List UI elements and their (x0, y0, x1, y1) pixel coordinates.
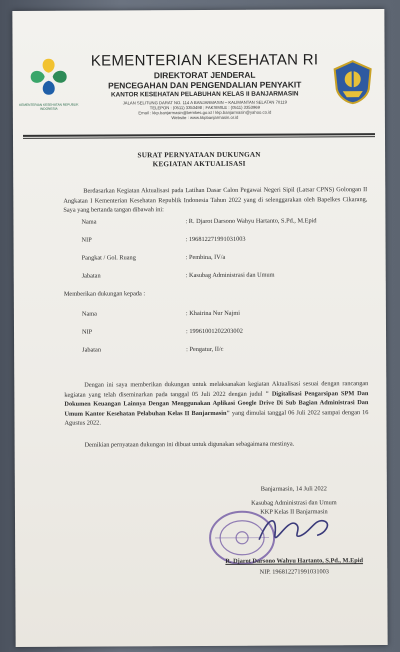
signer-position-label: Jabatan (81, 272, 101, 280)
signer-nip-label: NIP (81, 236, 92, 244)
signer-name-label: Nama (81, 218, 97, 226)
document-subtitle: KEGIATAN AKTUALISASI (152, 159, 246, 169)
directorate-name: DIREKTORAT JENDERAL (153, 69, 256, 81)
division-name: PENCEGAHAN DAN PENGENDALIAN PENYAKIT (108, 79, 302, 91)
signer-position: : Kasubag Administrasi dan Umum (185, 271, 275, 280)
recipient-position: : Pengatur, II/c (186, 345, 224, 354)
document-title: SURAT PERNYATAAN DUKUNGAN (137, 150, 261, 160)
place-date: Banjarmasin, 14 Juli 2022 (260, 485, 327, 493)
logo-caption: KEMENTERIAN KESEHATAN REPUBLIK INDONESIA (19, 102, 79, 111)
handwritten-signature-icon (255, 509, 335, 549)
signer-office: KKP Kelas II Banjarmasin (260, 508, 328, 516)
signer-nip: : 196812271991031003 (185, 235, 246, 244)
signer-rank: : Pembina, IV/a (185, 253, 226, 262)
recipient-nip: : 19961001202203002 (186, 327, 243, 336)
closing-paragraph: Demikian pernyataan dukungan ini dibuat untuk digunakan sebagaimana mestinya. (84, 440, 295, 449)
ministry-name: KEMENTERIAN KESEHATAN RI (90, 51, 319, 70)
signer-title: Kasubag Administrasi dan Umum (251, 499, 337, 507)
document-page (12, 9, 387, 647)
signer-full-name: R. Djarot Darsono Wahyu Hartanto, S.Pd., M.Epid (225, 557, 364, 565)
recipient-name: : Khairina Nur Najmi (185, 309, 240, 318)
signer-rank-label: Pangkat / Gol. Ruang (81, 254, 136, 262)
activity-title: " Digitalisasi Pengarsipan SPM Dan Dokumen Keuangan Lainnya Dengan Menggunakan Aplikasi Google Drive Di Sub Bagian Administrasi Dan Umum Kantor Kesehatan Pelabuhan Kelas II Banjarmasin" (64, 389, 369, 418)
support-statement: Memberikan dukungan kepada : (63, 290, 146, 298)
signer-nip-footer: NIP. 196812271991031003 (259, 568, 329, 576)
body-intro-text: Dengan ini saya memberikan dukungan untuk melaksanakan kegiatan Aktualisasi sesuai dengan rancangan kegiatan yang telah diseminarkan pada tanggal 05 Juli 2022 dengan judul (64, 380, 369, 399)
body-paragraph (64, 379, 368, 428)
office-address: JALAN SELITUNG DARAT NO. 114 A BANJARMASIN – KALIMANTAN SELATAN 70119 (122, 99, 287, 106)
recipient-nip-label: NIP (82, 328, 93, 336)
signer-name: : R. Djarot Darsono Wahyu Hartanto, S.Pd., M.Epid (185, 217, 317, 226)
intro-paragraph: Berdasarkan Kegiatan Aktualisasi pada Latihan Dasar Calon Pegawai Negeri Sipil (Latsar CPNS) Golongan II Angkatan I Kementerian Kesehatan Republik Indonesia Tahun 2022 yang di selenggarakan oleh Bapelkes Cikarang, Saya yang bertanda tangan dibawah ini: (63, 186, 368, 214)
office-email: Email : kkp.banjarmasin@kemkes.go.id / kkp.banjarmasin@yahoo.co.id (138, 109, 272, 116)
office-name: KANTOR KESEHATAN PELABUHAN KELAS II BANJARMASIN (111, 90, 299, 99)
office-website: Website : www.kkpbanjarmasin.or.id (171, 114, 239, 121)
recipient-name-label: Nama (81, 310, 97, 318)
ministry-logo-icon (27, 55, 71, 99)
body-tail-text: yang dimulai tanggal 06 Juli 2022 sampai dengan 16 Agustus 2022. (64, 408, 369, 427)
port-health-emblem-icon (331, 59, 375, 105)
recipient-position-label: Jabatan (82, 346, 102, 354)
letterhead (79, 51, 331, 120)
office-phone: TELEPON : (0511) 3353498 ; FAKSIMILE : (0511) 3353969 (149, 104, 260, 111)
